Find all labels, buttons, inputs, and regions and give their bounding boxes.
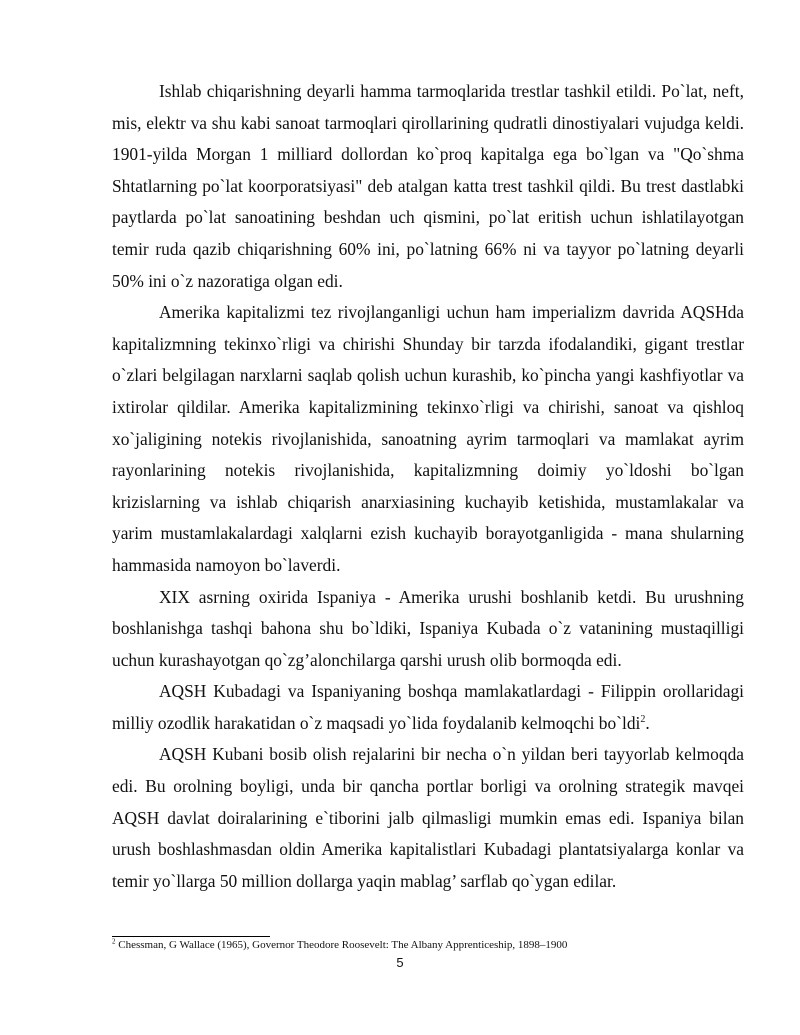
footnote <box>112 938 752 952</box>
paragraph-cuba-plans: AQSH Kubani bosib olish rejalarini bir necha o`n yildan beri tayyorlab kelmoqda edi. Bu orolning boyligi, unda bir qancha portlar borligi va orolning strategik mavqei AQSH davlat doiralarining e`tiborini jalb qilmasligi mumkin emas edi. Ispaniya bilan urush boshlashmasdan oldin Amerika kapitalistlari Kubadagi plantatsiyalarga konlar va temir yo`llarga 50 million dollarga yaqin mablag’ sarflab qo`ygan edilar. <box>112 744 744 891</box>
paragraph-war-start: XIX asrning oxirida Ispaniya - Amerika urushi boshlanib ketdi. Bu urushning boshlanishga tashqi bahona shu bo`ldiki, Ispaniya Kubada o`z vatanining mustaqilligi uchun kurashayotgan qo`zg’alonchilarga qarshi urush olib bormoqda edi. <box>112 586 744 670</box>
body-text <box>112 76 744 897</box>
footnote-separator <box>112 936 270 937</box>
paragraph-trusts: Ishlab chiqarishning deyarli hamma tarmoqlarida trestlar tashkil etildi. Po`lat, neft, mis, elektr va shu kabi sanoat tarmoqlari qirollarining qudratli dinostiyalari vujudga keldi. 1901-yilda Morgan 1 milliard dollordan ko`proq kapitalga ega bo`lgan va "Qo`shma Shtatlarning po`lat koorporatsiyasi" deb atalgan katta trest tashkil qildi. Bu trest dastlabki paytlarda po`lat sanoatining beshdan uch qismini, po`lat eritish uchun ishlatilayotgan temir ruda qazib chiqarishning 60% ini, po`latning 66% ni va tayyor po`latning deyarli 50% ini o`z nazoratiga olgan edi. <box>112 81 744 291</box>
paragraph-capitalism: Amerika kapitalizmi tez rivojlanganligi uchun ham imperializm davrida AQSHda kapitalizmning tekinxo`rligi va chirishi Shunday bir tarzda ifodalandiki, gigant trestlar o`zlari belgilagan narxlarni saqlab qolish uchun kurashib, ko`pincha yangi kashfiyotlar va ixtirolar qildilar. Amerika kapitalizmining tekinxo`rligi va chirishi, sanoat va qishloq xo`jaligining notekis rivojlanishida, sanoatning ayrim tarmoqlari va mamlakat ayrim rayonlarining notekis rivojlanishida, kapitalizmning doimiy yo`ldoshi bo`lgan krizislarning va ishlab chiqarish anarxiasining kuchayib ketishida, mustamlakalar va yarim mustamlakalardagi xalqlarni ezish kuchayib borayotganligida - mana shularning hammasida namoyon bo`laverdi. <box>112 302 744 575</box>
footnote-reference[interactable]: 2 <box>640 714 646 726</box>
paragraph-end-punctuation: . <box>645 712 650 733</box>
page-number: 5 <box>396 955 404 970</box>
paragraph-text: AQSH Kubadagi va Ispaniyaning boshqa mamlakatlardagi - Filippin orollaridagi milliy ozodlik harakatidan o`z maqsadi yo`lida foydalanib kelmoqchi bo`ldi <box>112 681 744 733</box>
footnote-text: Chessman, G Wallace (1965), Governor Theodore Roosevelt: The Albany Apprenticeship, 1898–1900 <box>115 939 568 951</box>
footnote-marker: 2 <box>112 937 116 946</box>
paragraph-liberation-movement <box>112 676 744 739</box>
